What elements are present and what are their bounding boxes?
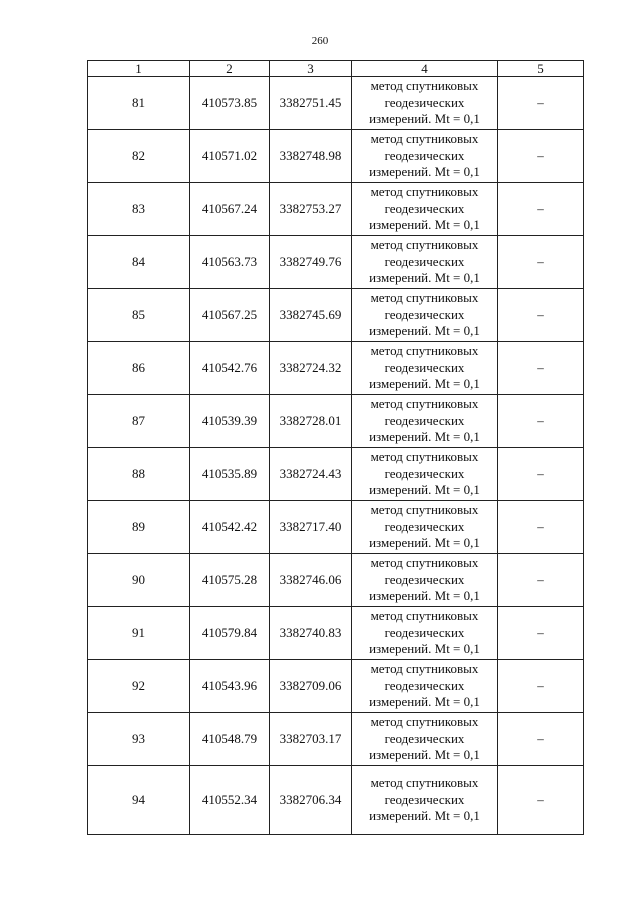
point-number-cell: 93: [88, 713, 190, 766]
page-number: 260: [311, 35, 329, 47]
column-header-4: 4: [352, 61, 498, 77]
y-coordinate-cell: 3382748.98: [270, 130, 352, 183]
method-line: геодезических: [384, 147, 465, 163]
note-cell: –: [498, 448, 584, 501]
method-line: геодезических: [384, 412, 465, 428]
point-number-cell: 86: [88, 342, 190, 395]
note-cell: –: [498, 766, 584, 835]
method-cell: [352, 501, 498, 554]
method-line: измерений. Mt = 0,1: [369, 217, 480, 233]
point-number-cell: 87: [88, 395, 190, 448]
x-coordinate-cell: 410579.84: [190, 607, 270, 660]
method-line: измерений. Mt = 0,1: [369, 111, 480, 127]
method-line: геодезических: [384, 791, 465, 807]
table-row: [88, 554, 584, 607]
column-header-3: 3: [270, 61, 352, 77]
x-coordinate-cell: 410539.39: [190, 395, 270, 448]
method-line: геодезических: [384, 359, 465, 375]
table-row: [88, 713, 584, 766]
method-line: метод спутниковых: [370, 555, 479, 571]
point-number-cell: 92: [88, 660, 190, 713]
method-line: измерений. Mt = 0,1: [369, 164, 480, 180]
note-cell: –: [498, 660, 584, 713]
table-row: [88, 289, 584, 342]
method-line: измерений. Mt = 0,1: [369, 808, 480, 824]
method-line: измерений. Mt = 0,1: [369, 270, 480, 286]
method-cell: [352, 448, 498, 501]
point-number-cell: 81: [88, 77, 190, 130]
table-row: [88, 448, 584, 501]
method-cell: [352, 342, 498, 395]
y-coordinate-cell: 3382706.34: [270, 766, 352, 835]
method-line: метод спутниковых: [370, 502, 479, 518]
point-number-cell: 83: [88, 183, 190, 236]
note-cell: –: [498, 554, 584, 607]
coordinates-table: [87, 60, 584, 835]
note-cell: –: [498, 342, 584, 395]
note-cell: –: [498, 183, 584, 236]
table-row: [88, 766, 584, 835]
method-line: геодезических: [384, 306, 465, 322]
x-coordinate-cell: 410548.79: [190, 713, 270, 766]
point-number-cell: 85: [88, 289, 190, 342]
method-line: геодезических: [384, 624, 465, 640]
y-coordinate-cell: 3382749.76: [270, 236, 352, 289]
point-number-cell: 90: [88, 554, 190, 607]
x-coordinate-cell: 410571.02: [190, 130, 270, 183]
method-line: геодезических: [384, 518, 465, 534]
column-header-2: 2: [190, 61, 270, 77]
method-line: геодезических: [384, 465, 465, 481]
method-cell: [352, 395, 498, 448]
y-coordinate-cell: 3382746.06: [270, 554, 352, 607]
table-row: [88, 77, 584, 130]
method-line: измерений. Mt = 0,1: [369, 429, 480, 445]
method-cell: [352, 183, 498, 236]
table-row: [88, 395, 584, 448]
note-cell: –: [498, 77, 584, 130]
y-coordinate-cell: 3382724.32: [270, 342, 352, 395]
method-line: метод спутниковых: [370, 131, 479, 147]
method-line: метод спутниковых: [370, 449, 479, 465]
method-line: измерений. Mt = 0,1: [369, 588, 480, 604]
table-row: [88, 130, 584, 183]
note-cell: –: [498, 236, 584, 289]
point-number-cell: 84: [88, 236, 190, 289]
y-coordinate-cell: 3382703.17: [270, 713, 352, 766]
x-coordinate-cell: 410542.76: [190, 342, 270, 395]
x-coordinate-cell: 410575.28: [190, 554, 270, 607]
method-line: метод спутниковых: [370, 184, 479, 200]
point-number-cell: 94: [88, 766, 190, 835]
note-cell: –: [498, 607, 584, 660]
method-line: измерений. Mt = 0,1: [369, 482, 480, 498]
method-line: измерений. Mt = 0,1: [369, 747, 480, 763]
table-row: [88, 607, 584, 660]
method-cell: [352, 130, 498, 183]
x-coordinate-cell: 410567.24: [190, 183, 270, 236]
method-line: метод спутниковых: [370, 290, 479, 306]
point-number-cell: 91: [88, 607, 190, 660]
note-cell: –: [498, 289, 584, 342]
table-row: [88, 236, 584, 289]
y-coordinate-cell: 3382753.27: [270, 183, 352, 236]
x-coordinate-cell: 410573.85: [190, 77, 270, 130]
method-line: геодезических: [384, 94, 465, 110]
method-cell: [352, 607, 498, 660]
x-coordinate-cell: 410542.42: [190, 501, 270, 554]
y-coordinate-cell: 3382717.40: [270, 501, 352, 554]
point-number-cell: 82: [88, 130, 190, 183]
table-header-row: [88, 61, 584, 77]
method-cell: [352, 554, 498, 607]
method-line: метод спутниковых: [370, 714, 479, 730]
y-coordinate-cell: 3382724.43: [270, 448, 352, 501]
method-line: метод спутниковых: [370, 396, 479, 412]
method-line: измерений. Mt = 0,1: [369, 535, 480, 551]
column-header-1: 1: [88, 61, 190, 77]
method-cell: [352, 77, 498, 130]
method-cell: [352, 660, 498, 713]
method-line: измерений. Mt = 0,1: [369, 376, 480, 392]
note-cell: –: [498, 501, 584, 554]
method-line: метод спутниковых: [370, 78, 479, 94]
column-header-5: 5: [498, 61, 584, 77]
method-line: метод спутниковых: [370, 661, 479, 677]
table-row: [88, 660, 584, 713]
method-line: геодезических: [384, 571, 465, 587]
method-line: метод спутниковых: [370, 237, 479, 253]
note-cell: –: [498, 713, 584, 766]
y-coordinate-cell: 3382709.06: [270, 660, 352, 713]
method-cell: [352, 713, 498, 766]
y-coordinate-cell: 3382745.69: [270, 289, 352, 342]
method-cell: [352, 766, 498, 835]
note-cell: –: [498, 130, 584, 183]
method-line: метод спутниковых: [370, 343, 479, 359]
method-line: геодезических: [384, 200, 465, 216]
point-number-cell: 88: [88, 448, 190, 501]
y-coordinate-cell: 3382751.45: [270, 77, 352, 130]
method-cell: [352, 289, 498, 342]
method-line: измерений. Mt = 0,1: [369, 641, 480, 657]
method-line: измерений. Mt = 0,1: [369, 694, 480, 710]
method-line: метод спутниковых: [370, 608, 479, 624]
table-row: [88, 342, 584, 395]
x-coordinate-cell: 410567.25: [190, 289, 270, 342]
method-line: геодезических: [384, 253, 465, 269]
y-coordinate-cell: 3382728.01: [270, 395, 352, 448]
table-row: [88, 501, 584, 554]
x-coordinate-cell: 410543.96: [190, 660, 270, 713]
method-line: геодезических: [384, 730, 465, 746]
table-body: [88, 77, 584, 835]
note-cell: –: [498, 395, 584, 448]
x-coordinate-cell: 410535.89: [190, 448, 270, 501]
x-coordinate-cell: 410563.73: [190, 236, 270, 289]
method-line: метод спутниковых: [370, 775, 479, 791]
method-line: измерений. Mt = 0,1: [369, 323, 480, 339]
y-coordinate-cell: 3382740.83: [270, 607, 352, 660]
method-line: геодезических: [384, 677, 465, 693]
method-cell: [352, 236, 498, 289]
point-number-cell: 89: [88, 501, 190, 554]
x-coordinate-cell: 410552.34: [190, 766, 270, 835]
table-row: [88, 183, 584, 236]
